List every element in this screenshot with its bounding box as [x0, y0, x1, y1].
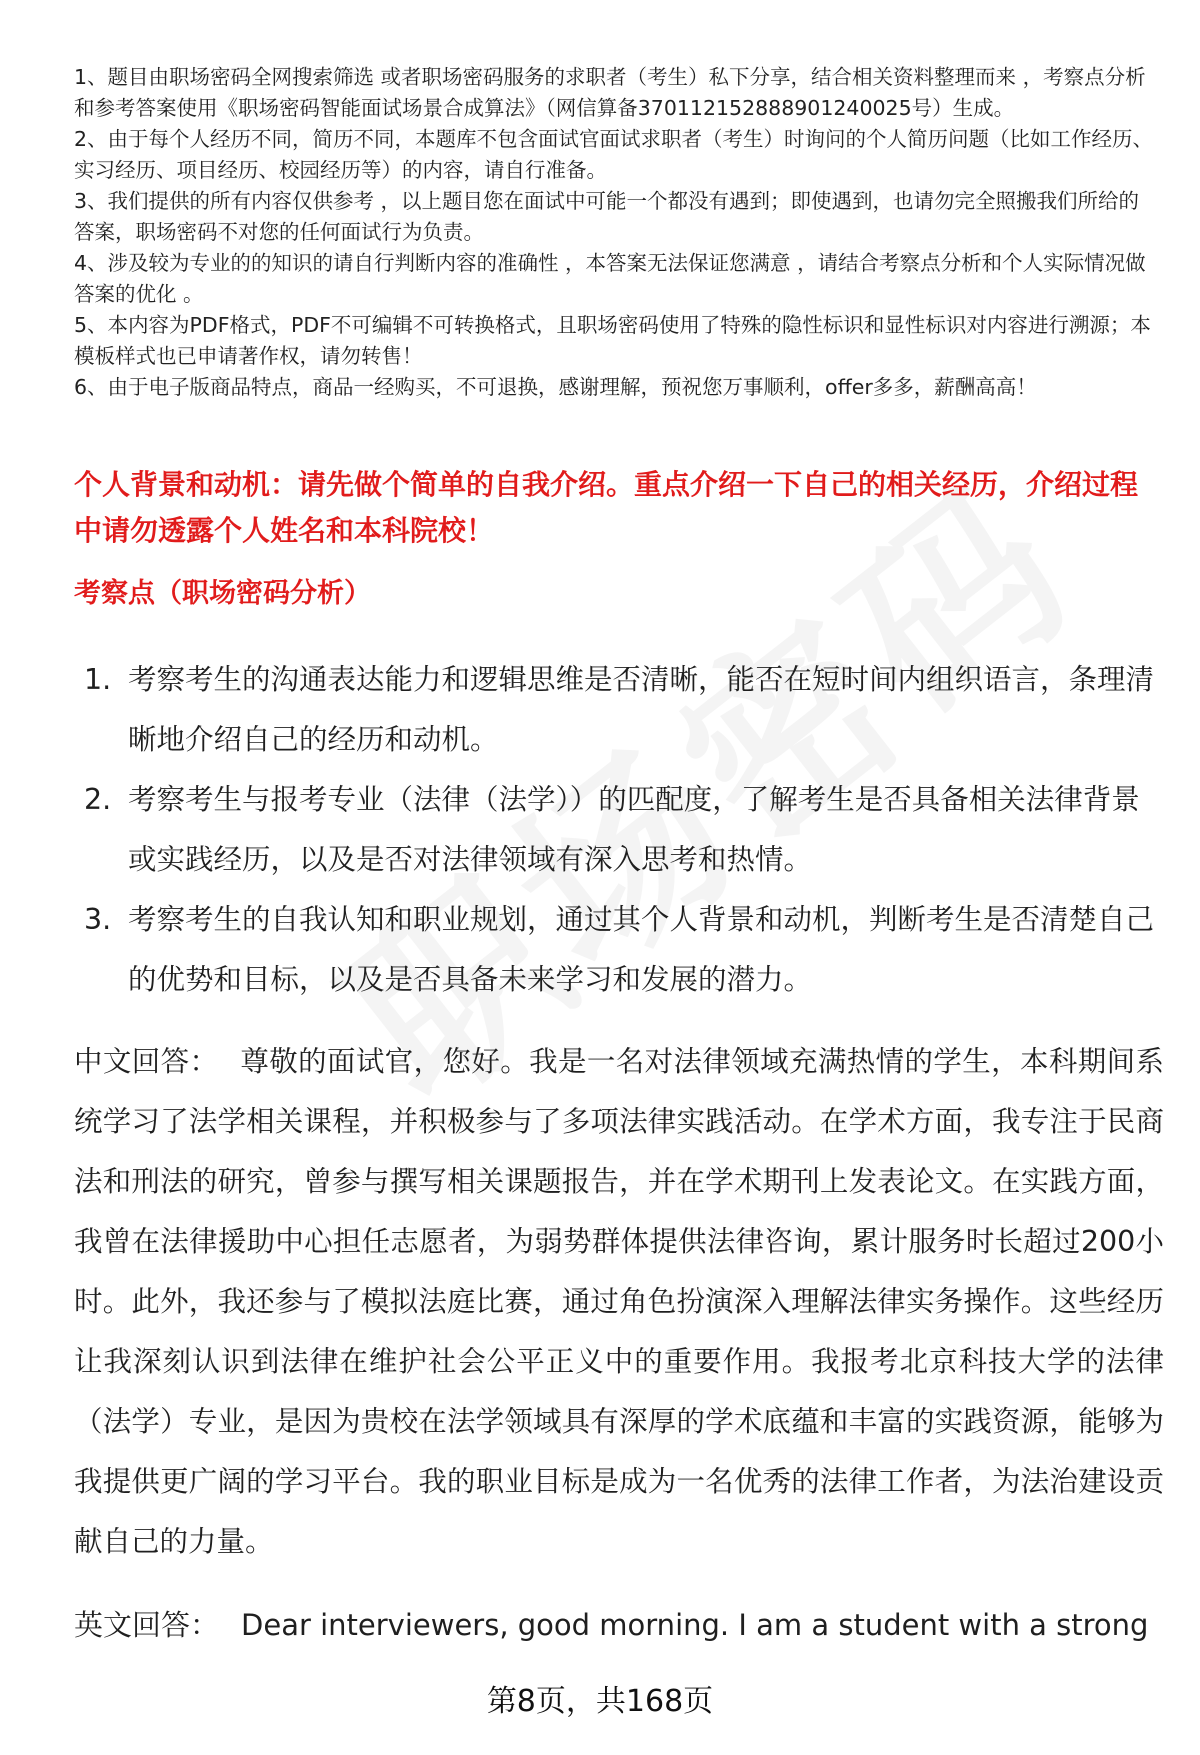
note-item: 5、本内容为PDF格式，PDF不可编辑不可转换格式，且职场密码使用了特殊的隐性标识和显性标识对内容进行溯源；本模板样式也已申请著作权，请勿转售！: [74, 313, 1151, 368]
chinese-answer-label: 中文回答：: [74, 1045, 219, 1078]
interview-question: 个人背景和动机：请先做个简单的自我介绍。重点介绍一下自己的相关经历，介绍过程中请勿透露个人姓名和本科院校！: [74, 468, 1139, 547]
analysis-point: [74, 770, 1164, 890]
disclaimer-notes: [74, 62, 1159, 403]
english-answer-label: 英文回答：: [74, 1608, 220, 1642]
chinese-answer-text: 尊敬的面试官，您好。我是一名对法律领域充满热情的学生，本科期间系统学习了法学相关课程，并积极参与了多项法律实践活动。在学术方面，我专注于民商法和刑法的研究，曾参与撰写相关课题报告，并在学术期刊上发表论文。在实践方面，我曾在法律援助中心担任志愿者，为弱势群体提供法律咨询，累计服务时长超过200小时。此外，我还参与了模拟法庭比赛，通过角色扮演深入理解法律实务操作。这些经历让我深刻认识到法律在维护社会公平正义中的重要作用。我报考北京科技大学的法律（法学）专业，是因为贵校在法学领域具有深厚的学术底蕴和丰富的实践资源，能够为我提供更广阔的学习平台。我的职业目标是成为一名优秀的法律工作者，为法治建设贡献自己的力量。: [74, 1045, 1164, 1558]
english-answer: [74, 1595, 1164, 1655]
analysis-point: [74, 650, 1164, 770]
note-item: 2、由于每个人经历不同，简历不同，本题库不包含面试官面试求职者（考生）时询问的个人简历问题（比如工作经历、实习经历、项目经历、校园经历等）的内容，请自行准备。: [74, 127, 1154, 182]
point-number: 1.: [84, 663, 112, 696]
note-item: 3、我们提供的所有内容仅供参考 ，以上题目您在面试中可能一个都没有遇到；即使遇到，也请勿完全照搬我们所给的答案，职场密码不对您的任何面试行为负责。: [74, 189, 1140, 244]
point-text: 考察考生的沟通表达能力和逻辑思维是否清晰，能否在短时间内组织语言，条理清晰地介绍自己的经历和动机。: [128, 663, 1155, 756]
point-number: 2.: [84, 783, 112, 816]
analysis-point: [74, 890, 1164, 1010]
analysis-heading: 考察点（职场密码分析）: [74, 578, 371, 609]
analysis-points: [74, 650, 1164, 1010]
point-text: 考察考生与报考专业（法律（法学））的匹配度，了解考生是否具备相关法律背景或实践经历，以及是否对法律领域有深入思考和热情。: [128, 783, 1140, 876]
point-number: 3.: [84, 903, 112, 936]
english-answer-text: Dear interviewers, good morning. I am a student with a strong: [241, 1608, 1149, 1642]
note-item: 6、由于电子版商品特点，商品一经购买，不可退换，感谢理解，预祝您万事顺利，offer多多，薪酬高高！: [74, 375, 1037, 399]
note-item: 4、涉及较为专业的的知识的请自行判断内容的准确性 ，本答案无法保证您满意 ，请结合考察点分析和个人实际情况做答案的优化 。: [74, 251, 1146, 306]
note-item: 1、题目由职场密码全网搜索筛选 或者职场密码服务的求职者（考生）私下分享，结合相关资料整理而来 ，考察点分析和参考答案使用《职场密码智能面试场景合成算法》（网信算备370112152888901240025号）生成。: [74, 65, 1146, 120]
page-number-footer: 第8页，共168页: [486, 1684, 714, 1719]
chinese-answer: [74, 1032, 1164, 1572]
point-text: 考察考生的自我认知和职业规划，通过其个人背景和动机，判断考生是否清楚自己的优势和目标，以及是否具备未来学习和发展的潜力。: [128, 903, 1155, 996]
